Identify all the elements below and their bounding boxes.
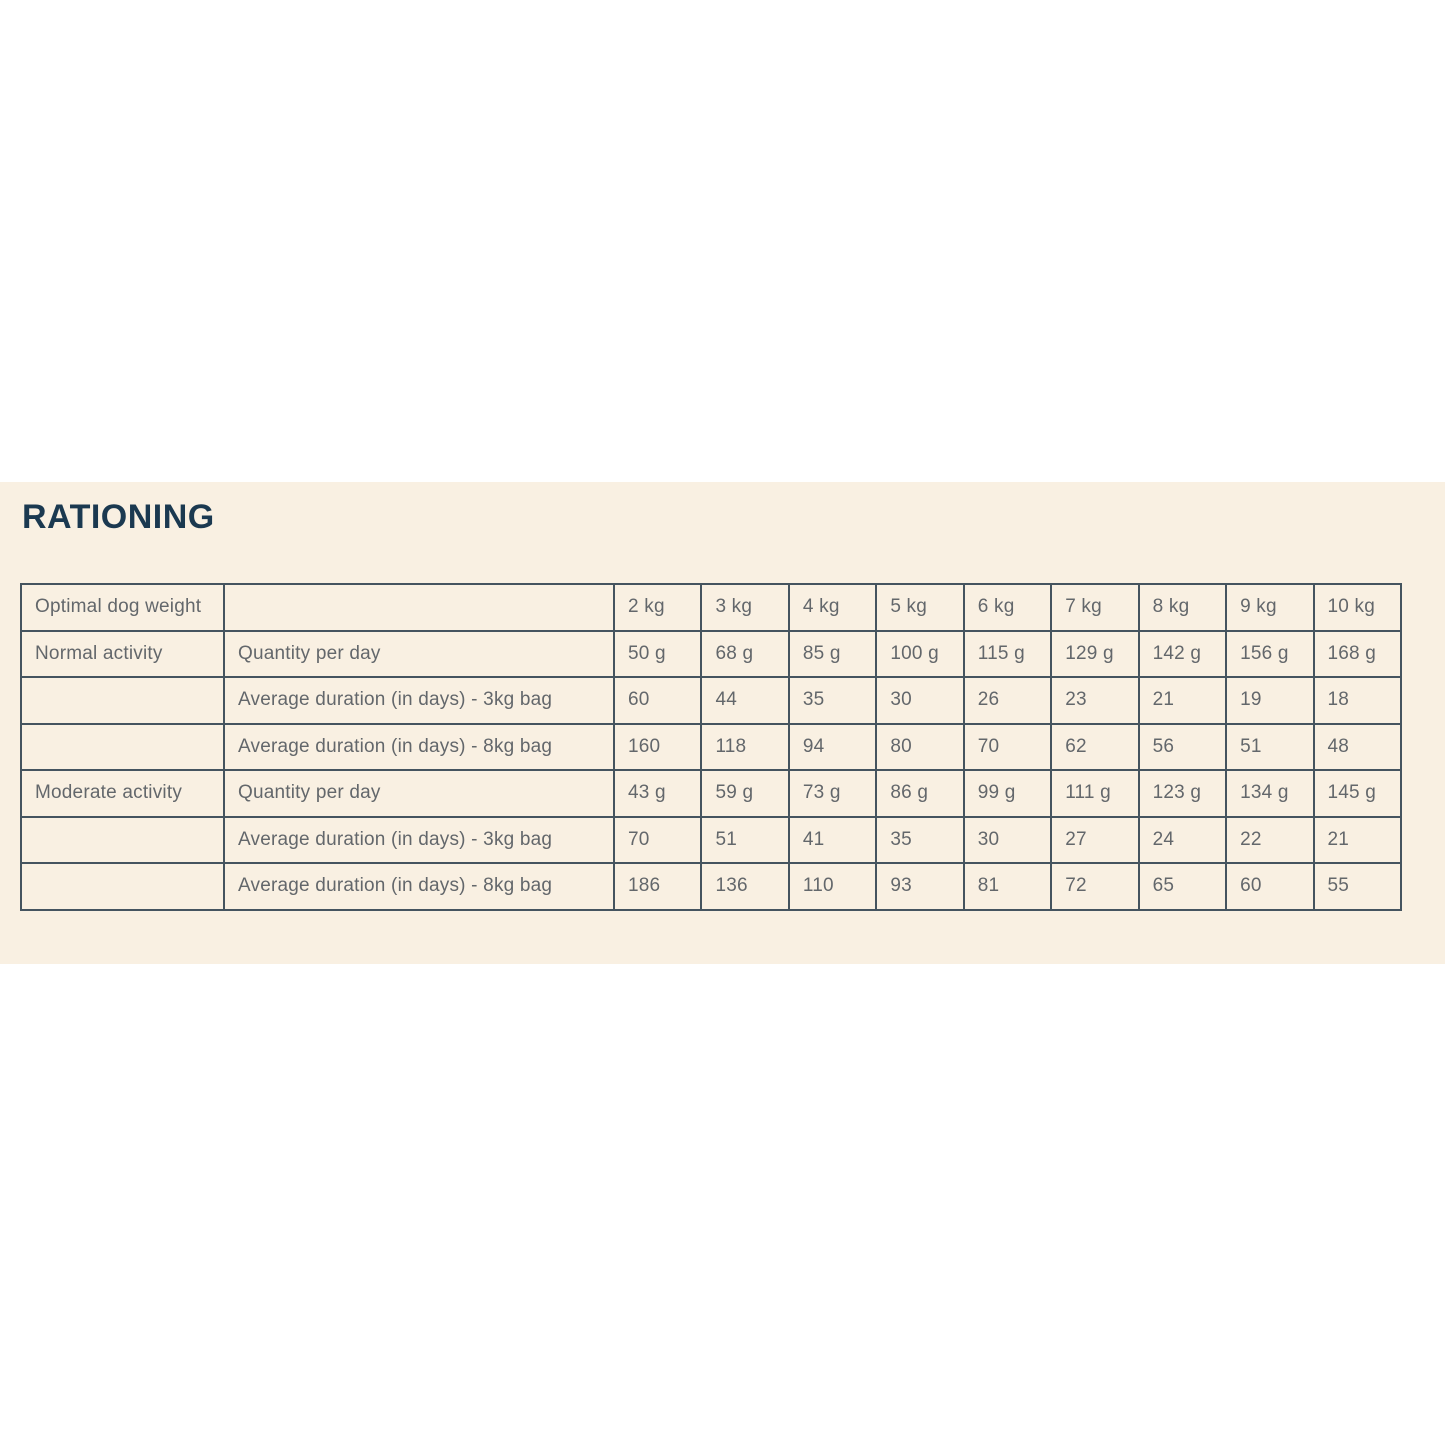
value-cell: 51 [1226,724,1313,771]
weight-header-cell: 3 kg [701,584,788,631]
value-cell: 43 g [614,770,701,817]
value-cell: 86 g [876,770,963,817]
value-cell: 55 [1314,863,1402,910]
weight-header-cell: 6 kg [964,584,1051,631]
value-cell: 136 [701,863,788,910]
value-cell: 186 [614,863,701,910]
weight-header-cell: 8 kg [1139,584,1226,631]
value-cell: 81 [964,863,1051,910]
table-row-weights [21,584,1401,631]
row-label-cell: Optimal dog weight [21,584,224,631]
value-cell: 26 [964,677,1051,724]
value-cell: 99 g [964,770,1051,817]
value-cell: 70 [614,817,701,864]
value-cell: 115 g [964,631,1051,678]
value-cell: 129 g [1051,631,1138,678]
table-row-normal-3kg [21,677,1401,724]
row-label-cell [21,677,224,724]
table-row-moderate-quantity [21,770,1401,817]
rationing-table [20,583,1402,911]
value-cell: 111 g [1051,770,1138,817]
value-cell: 72 [1051,863,1138,910]
value-cell: 21 [1139,677,1226,724]
value-cell: 44 [701,677,788,724]
metric-cell [224,584,614,631]
value-cell: 62 [1051,724,1138,771]
weight-header-cell: 4 kg [789,584,876,631]
value-cell: 21 [1314,817,1402,864]
value-cell: 168 g [1314,631,1402,678]
value-cell: 27 [1051,817,1138,864]
value-cell: 123 g [1139,770,1226,817]
value-cell: 142 g [1139,631,1226,678]
value-cell: 59 g [701,770,788,817]
table-row-normal-8kg [21,724,1401,771]
value-cell: 51 [701,817,788,864]
value-cell: 145 g [1314,770,1402,817]
metric-cell: Quantity per day [224,770,614,817]
section-title: RATIONING [22,498,215,536]
value-cell: 24 [1139,817,1226,864]
table-row-moderate-3kg [21,817,1401,864]
row-label-cell [21,724,224,771]
table-row-moderate-8kg [21,863,1401,910]
value-cell: 48 [1314,724,1402,771]
value-cell: 41 [789,817,876,864]
value-cell: 118 [701,724,788,771]
weight-header-cell: 5 kg [876,584,963,631]
value-cell: 19 [1226,677,1313,724]
value-cell: 85 g [789,631,876,678]
value-cell: 18 [1314,677,1402,724]
row-label-cell: Moderate activity [21,770,224,817]
value-cell: 30 [876,677,963,724]
value-cell: 100 g [876,631,963,678]
row-label-cell [21,863,224,910]
weight-header-cell: 9 kg [1226,584,1313,631]
value-cell: 22 [1226,817,1313,864]
value-cell: 65 [1139,863,1226,910]
value-cell: 156 g [1226,631,1313,678]
value-cell: 56 [1139,724,1226,771]
table-row-normal-quantity [21,631,1401,678]
value-cell: 23 [1051,677,1138,724]
row-label-cell: Normal activity [21,631,224,678]
value-cell: 35 [789,677,876,724]
weight-header-cell: 2 kg [614,584,701,631]
weight-header-cell: 10 kg [1314,584,1402,631]
row-label-cell [21,817,224,864]
metric-cell: Average duration (in days) - 3kg bag [224,817,614,864]
value-cell: 50 g [614,631,701,678]
value-cell: 80 [876,724,963,771]
metric-cell: Average duration (in days) - 8kg bag [224,724,614,771]
value-cell: 30 [964,817,1051,864]
value-cell: 110 [789,863,876,910]
value-cell: 93 [876,863,963,910]
value-cell: 60 [1226,863,1313,910]
metric-cell: Average duration (in days) - 8kg bag [224,863,614,910]
value-cell: 160 [614,724,701,771]
metric-cell: Quantity per day [224,631,614,678]
value-cell: 35 [876,817,963,864]
value-cell: 60 [614,677,701,724]
value-cell: 68 g [701,631,788,678]
rationing-section [0,482,1445,964]
value-cell: 70 [964,724,1051,771]
weight-header-cell: 7 kg [1051,584,1138,631]
value-cell: 73 g [789,770,876,817]
value-cell: 94 [789,724,876,771]
value-cell: 134 g [1226,770,1313,817]
metric-cell: Average duration (in days) - 3kg bag [224,677,614,724]
